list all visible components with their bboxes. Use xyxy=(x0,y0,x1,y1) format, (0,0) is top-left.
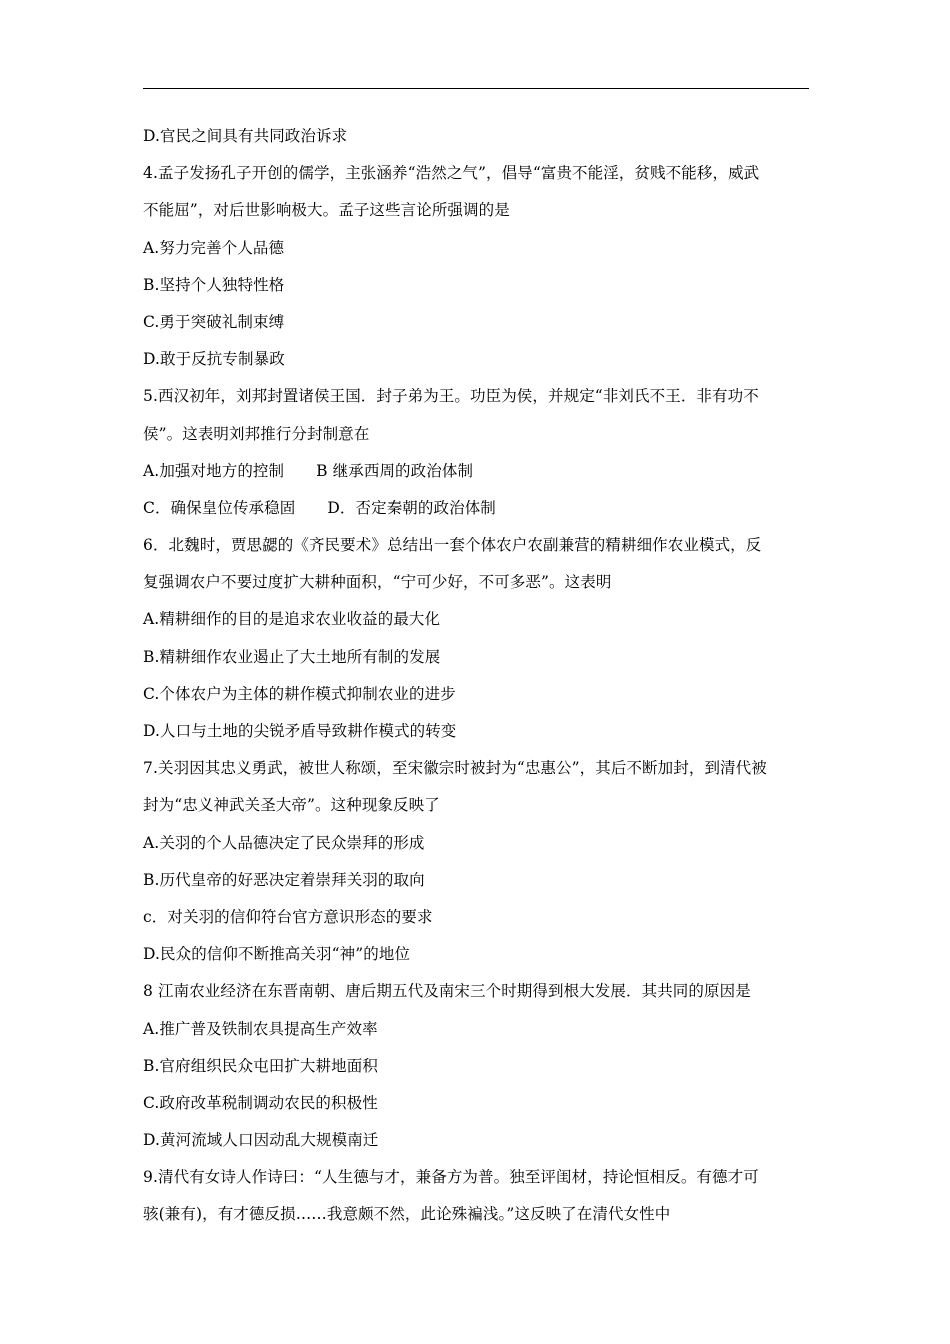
option-8b: B.官府组织民众屯田扩大耕地面积 xyxy=(143,1056,378,1075)
question-6-stem-line-2: 复强调农户不要过度扩大耕种面积，“宁可少好，不可多恶”。这表明 xyxy=(143,573,612,592)
option-4c: C.勇于突破礼制束缚 xyxy=(143,312,285,331)
option-6a: A.精耕细作的目的是追求农业收益的最大化 xyxy=(143,610,441,629)
question-7-stem-line-1: 7.关羽因其忠义勇武，被世人称颂，至宋徽宗时被封为“忠惠公”，其后不断加封，到清代被 xyxy=(143,759,767,778)
question-9-stem-line-2: 骇(兼有)，有才德反损……我意颇不然，此论殊褊浅。”这反映了在清代女性中 xyxy=(143,1205,671,1224)
option-6c: C.个体农户为主体的耕作模式抑制农业的进步 xyxy=(143,684,456,703)
option-4b: B.坚持个人独特性格 xyxy=(143,275,285,294)
question-4-stem-line-1: 4.孟子发扬孔子开创的儒学，主张涵养“浩然之气”，倡导“富贵不能淫，贫贱不能移，威武 xyxy=(143,164,760,183)
question-8-stem: 8 江南农业经济在东晋南朝、唐后期五代及南宋三个时期得到根大发展．其共同的原因是 xyxy=(143,982,751,1001)
option-8d: D.黄河流域人口因动乱大规模南迁 xyxy=(143,1131,379,1150)
option-8c: C.政府改革税制调动农民的积极性 xyxy=(143,1093,378,1112)
option-7b: B.历代皇帝的好恶决定着崇拜关羽的取向 xyxy=(143,870,425,889)
option-8a: A.推广普及铁制农具提高生产效率 xyxy=(143,1019,378,1038)
option-6d: D.人口与土地的尖锐矛盾导致耕作模式的转变 xyxy=(143,722,457,740)
option-5a: A.加强对地方的控制 xyxy=(143,461,285,480)
option-5c: C．确保皇位传承稳固 xyxy=(143,498,296,517)
option-6b: B.精耕细作农业遏止了大土地所有制的发展 xyxy=(143,647,441,666)
option-4d: D.敢于反抗专制暴政 xyxy=(143,350,285,369)
question-5-stem-line-2: 侯”。这表明刘邦推行分封制意在 xyxy=(143,424,370,443)
exam-page-body xyxy=(143,118,809,1234)
header-rule xyxy=(143,88,809,89)
option-5d: D．否定秦朝的政治体制 xyxy=(327,498,496,517)
option-5b: B 继承西周的政治体制 xyxy=(316,461,474,480)
question-5-stem-line-1: 5.西汉初年，刘邦封置诸侯王国．封子弟为王。功臣为侯，并规定“非刘氏不王．非有功不 xyxy=(143,387,759,406)
option-7c: c．对关羽的信仰符台官方意识形态的要求 xyxy=(143,907,433,926)
question-6-stem-line-1: 6．北魏时，贾思勰的《齐民要术》总结出一套个体农户农副兼营的精耕细作农业模式，反 xyxy=(143,536,762,555)
question-9-stem-line-1: 9.清代有女诗人作诗曰：“人生德与才，兼备方为普。独至评闺材，持论恒相反。有德才可 xyxy=(143,1168,759,1187)
option-7d: D.民众的信仰不断推高关羽“神”的地位 xyxy=(143,945,411,964)
option-4a: A.努力完善个人品德 xyxy=(143,238,285,257)
question-7-stem-line-2: 封为“忠义神武关圣大帝”。这种现象反映了 xyxy=(143,796,440,815)
option-7a: A.关羽的个人品德决定了民众崇拜的形成 xyxy=(143,833,425,852)
question-4-stem-line-2: 不能屈”，对后世影响极大。孟子这些言论所强调的是 xyxy=(143,201,510,220)
option-3d: D.官民之间具有共同政治诉求 xyxy=(143,127,348,145)
options-5cd xyxy=(143,490,809,527)
options-5ab xyxy=(143,453,809,490)
